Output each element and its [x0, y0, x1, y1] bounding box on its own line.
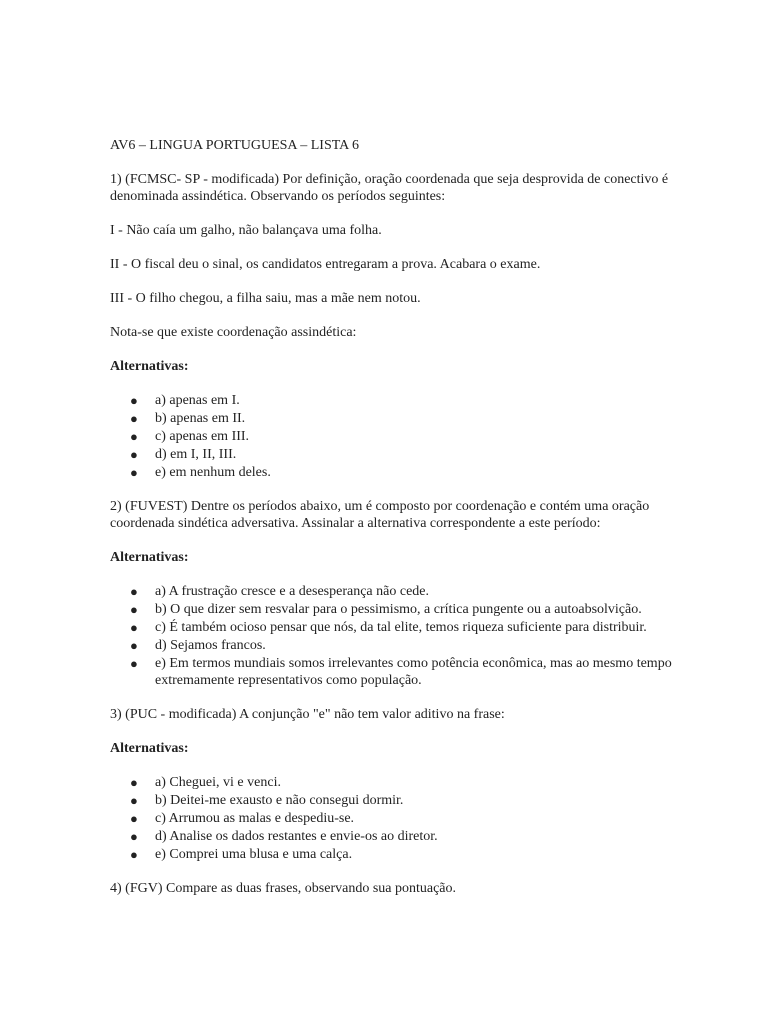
document-page — [110, 137, 710, 914]
question-3-alternatives-label: Alternativas: — [110, 741, 189, 756]
alternative-text: a) Cheguei, vi e venci. — [155, 775, 281, 790]
question-1-note: Nota-se que existe coordenação assindética: — [110, 325, 357, 340]
alternative-text: b) apenas em II. — [155, 411, 246, 426]
list-item — [110, 428, 710, 445]
bullet-icon: ● — [130, 465, 138, 480]
alternative-text: e) Comprei uma blusa e uma calça. — [155, 847, 353, 862]
bullet-icon: ● — [130, 638, 138, 653]
bullet-icon: ● — [130, 393, 138, 408]
alternative-text: a) A frustração cresce e a desesperança não cede. — [155, 584, 429, 599]
list-item — [110, 828, 710, 845]
bullet-icon: ● — [130, 656, 138, 671]
alternative-text: e) Em termos mundiais somos irrelevantes como potência econômica, mas ao mesmo tempo extremamente representativos como população. — [155, 656, 672, 688]
question-3-alternatives — [110, 774, 710, 863]
question-2-alternatives-label: Alternativas: — [110, 550, 189, 565]
list-item — [110, 619, 710, 636]
bullet-icon: ● — [130, 829, 138, 844]
alternative-text: c) É também ocioso pensar que nós, da tal elite, temos riqueza suficiente para distribuir. — [155, 620, 647, 635]
bullet-icon: ● — [130, 811, 138, 826]
bullet-icon: ● — [130, 847, 138, 862]
list-item — [110, 601, 710, 618]
bullet-icon: ● — [130, 584, 138, 599]
list-item — [110, 637, 710, 654]
bullet-icon: ● — [130, 602, 138, 617]
question-3-stem: 3) (PUC - modificada) A conjunção "e" não tem valor aditivo na frase: — [110, 707, 505, 722]
question-1-item-2: II - O fiscal deu o sinal, os candidatos entregaram a prova. Acabara o exame. — [110, 257, 541, 272]
question-1-item-3: III - O filho chegou, a filha saiu, mas a mãe nem notou. — [110, 291, 421, 306]
question-4-stem: 4) (FGV) Compare as duas frases, observando sua pontuação. — [110, 881, 457, 896]
list-item — [110, 583, 710, 600]
question-1-alternatives — [110, 392, 710, 481]
list-item — [110, 464, 710, 481]
list-item — [110, 792, 710, 809]
bullet-icon: ● — [130, 620, 138, 635]
alternative-text: b) O que dizer sem resvalar para o pessimismo, a crítica pungente ou a autoabsolvição. — [155, 602, 642, 617]
alternative-text: d) Analise os dados restantes e envie-os ao diretor. — [155, 829, 438, 844]
question-1-item-1: I - Não caía um galho, não balançava uma folha. — [110, 223, 382, 238]
alternative-text: c) Arrumou as malas e despediu-se. — [155, 811, 355, 826]
question-1-alternatives-label: Alternativas: — [110, 359, 189, 374]
question-2-stem: 2) (FUVEST) Dentre os períodos abaixo, um é composto por coordenação e contém uma oração coordenada sindética adversativa. Assinalar a alternativa correspondente a este período: — [110, 499, 650, 531]
list-item — [110, 655, 710, 689]
bullet-icon: ● — [130, 429, 138, 444]
alternative-text: b) Deitei-me exausto e não consegui dormir. — [155, 793, 404, 808]
alternative-text: d) Sejamos francos. — [155, 638, 266, 653]
bullet-icon: ● — [130, 793, 138, 808]
list-item — [110, 410, 710, 427]
list-item — [110, 392, 710, 409]
bullet-icon: ● — [130, 411, 138, 426]
list-item — [110, 446, 710, 463]
bullet-icon: ● — [130, 447, 138, 462]
alternative-text: e) em nenhum deles. — [155, 465, 271, 480]
question-1-stem: 1) (FCMSC- SP - modificada) Por definição, oração coordenada que seja desprovida de conectivo é denominada assindética. Observando os períodos seguintes: — [110, 172, 669, 204]
list-item — [110, 810, 710, 827]
alternative-text: a) apenas em I. — [155, 393, 240, 408]
list-item — [110, 774, 710, 791]
document-title: AV6 – LINGUA PORTUGUESA – LISTA 6 — [110, 138, 360, 153]
alternative-text: d) em I, II, III. — [155, 447, 237, 462]
question-2-alternatives — [110, 583, 710, 689]
list-item — [110, 846, 710, 863]
alternative-text: c) apenas em III. — [155, 429, 250, 444]
bullet-icon: ● — [130, 775, 138, 790]
